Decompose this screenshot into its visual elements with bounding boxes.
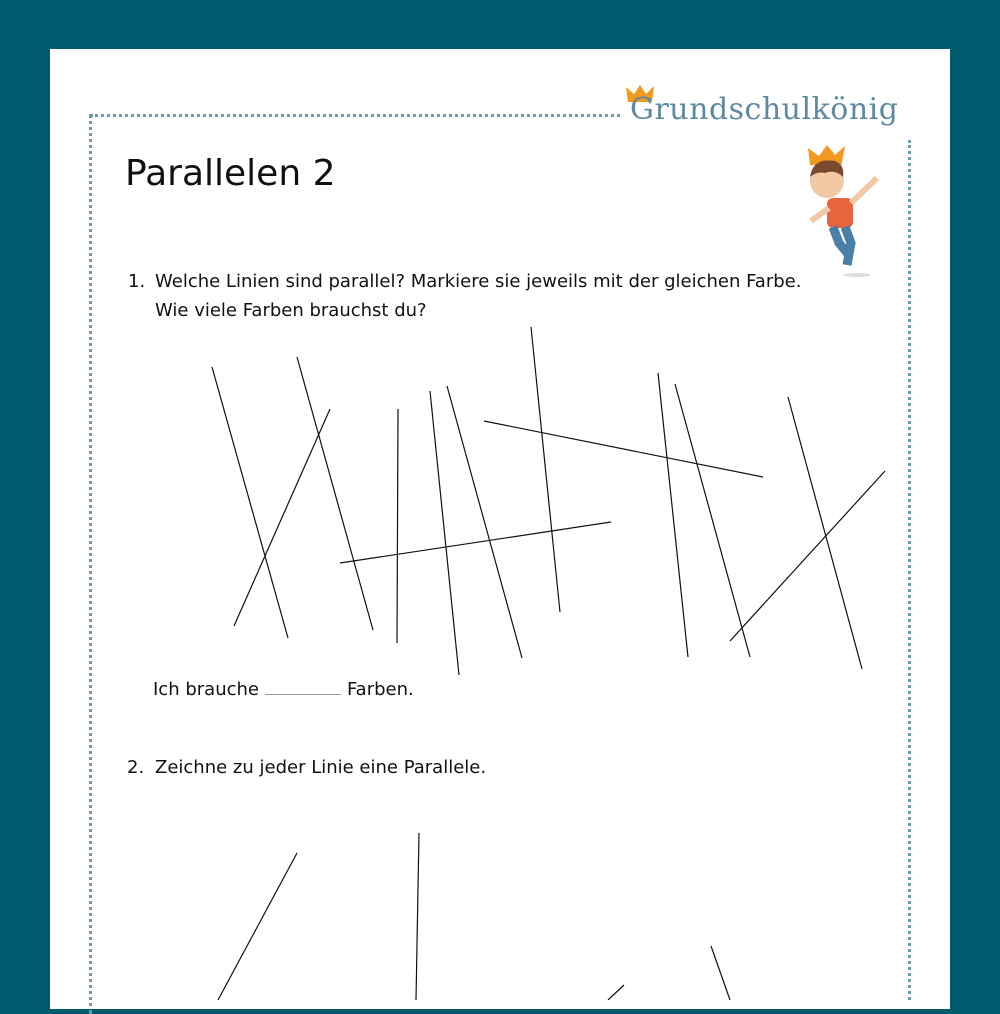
task1-line <box>212 367 288 638</box>
task1-line <box>484 421 763 477</box>
task1-line <box>675 384 750 657</box>
task1-line <box>788 397 862 669</box>
task2-number: 2. <box>127 757 145 778</box>
task1-line <box>397 409 398 643</box>
task2-line <box>416 833 419 1000</box>
task1-line <box>340 522 611 563</box>
answer-prefix: Ich brauche <box>153 679 259 700</box>
page-title: Parallelen 2 <box>125 153 336 194</box>
task2-instruction: Zeichne zu jeder Linie eine Parallele. <box>155 757 487 778</box>
task1-line <box>430 391 459 675</box>
task1-line <box>297 357 373 630</box>
task1-instruction: Welche Linien sind parallel? Markiere sie jeweils mit der gleichen Farbe. <box>155 271 802 292</box>
task2-line <box>711 946 730 1000</box>
task2-line <box>608 985 624 1000</box>
task1-line <box>730 471 885 641</box>
brand-logo: Grundschulkönig <box>630 92 899 127</box>
task1-number: 1. <box>128 271 146 292</box>
task1-line <box>234 409 330 626</box>
task1-line <box>531 327 560 612</box>
task2-line <box>218 853 297 1000</box>
answer-suffix: Farben. <box>346 679 414 700</box>
task1-question: Wie viele Farben brauchst du? <box>155 300 427 321</box>
